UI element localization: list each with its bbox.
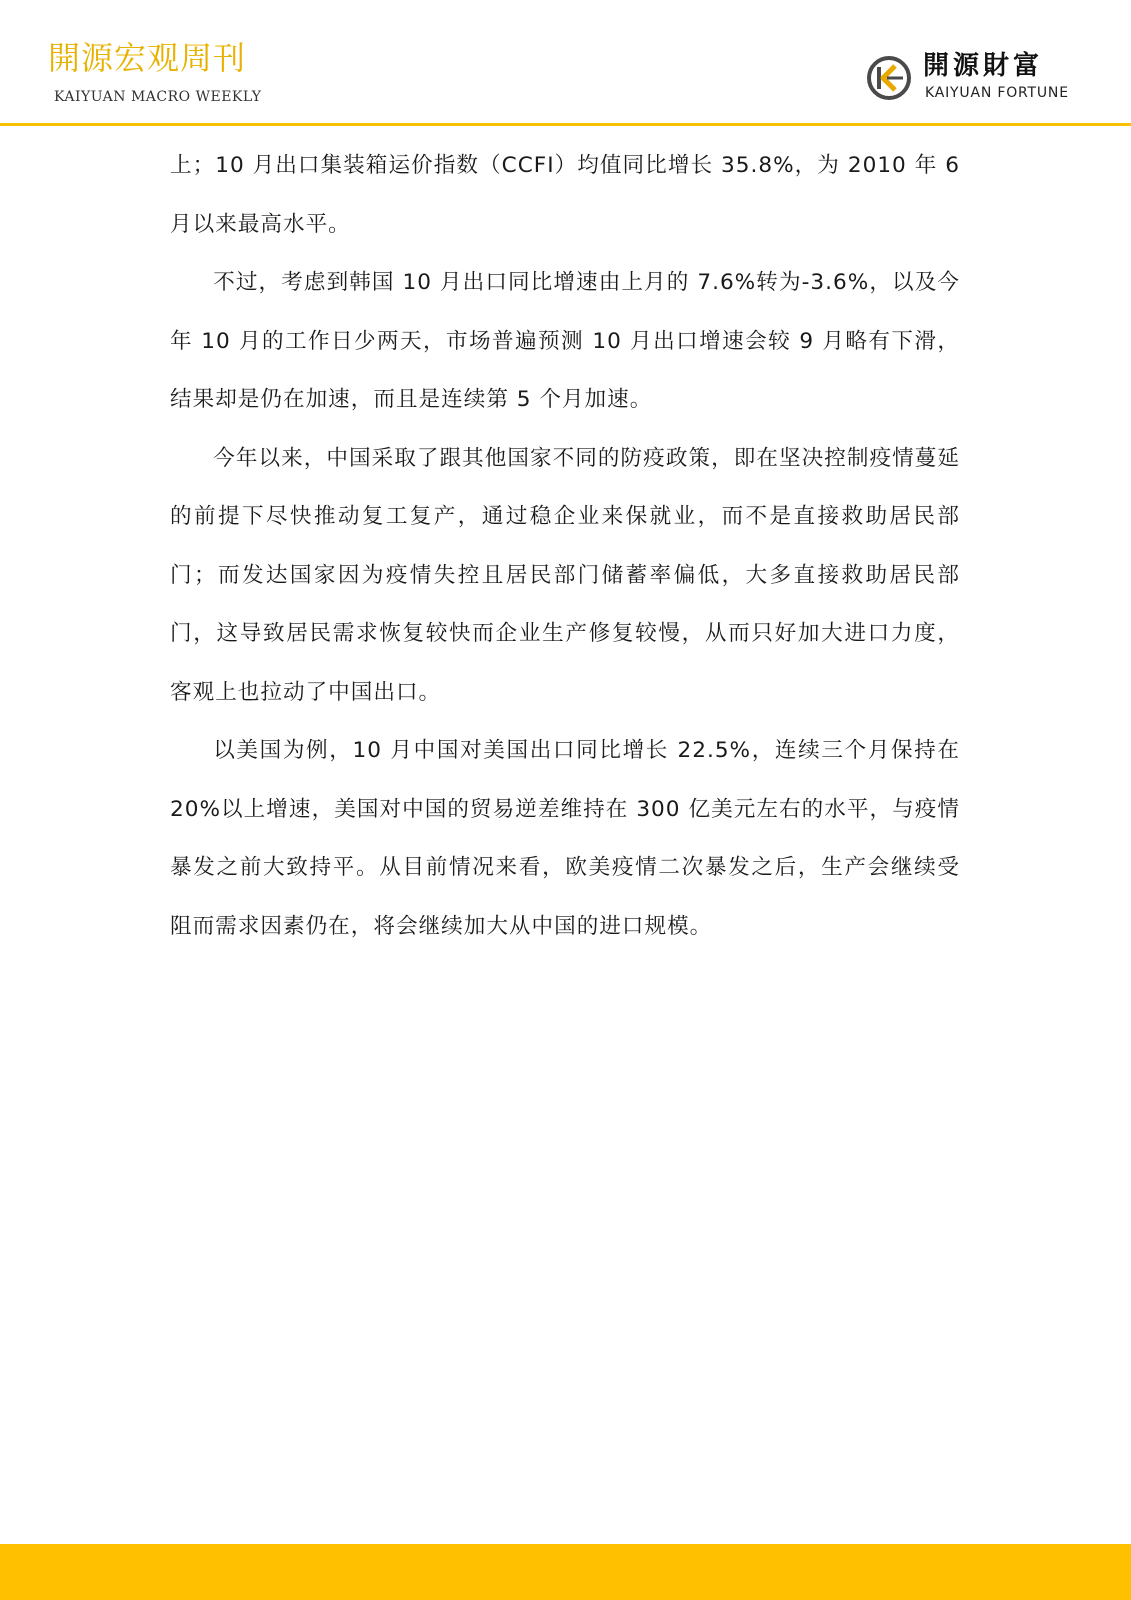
- brand-subtitle: KAIYUAN MACRO WEEKLY: [54, 89, 262, 105]
- logo-name-cn: 開源財富: [923, 51, 1044, 81]
- logo-name-en: KAIYUAN FORTUNE: [925, 85, 1069, 101]
- footer-bar: [0, 1544, 1131, 1600]
- article-body: [170, 137, 960, 956]
- kaiyuan-logo-icon: [865, 54, 913, 102]
- paragraph-2: 不过，考虑到韩国 10 月出口同比增速由上月的 7.6%转为-3.6%，以及今年 10 月的工作日少两天，市场普遍预测 10 月出口增速会较 9 月略有下滑，结果却是仍在加速，而且是连续第 5 个月加速。: [170, 270, 960, 412]
- paragraph-3: 今年以来，中国采取了跟其他国家不同的防疫政策，即在坚决控制疫情蔓延的前提下尽快推动复工复产，通过稳企业来保就业，而不是直接救助居民部门；而发达国家因为疫情失控且居民部门储蓄率偏低，大多直接救助居民部门，这导致居民需求恢复较快而企业生产修复较慢，从而只好加大进口力度，客观上也拉动了中国出口。: [170, 445, 960, 705]
- page-header: [0, 0, 1131, 126]
- header-divider: [0, 123, 1131, 126]
- company-logo: [865, 52, 1085, 106]
- brand-title: 開源宏观周刊: [48, 39, 247, 77]
- paragraph-4: 以美国为例，10 月中国对美国出口同比增长 22.5%，连续三个月保持在 20%以上增速，美国对中国的贸易逆差维持在 300 亿美元左右的水平，与疫情暴发之前大致持平。从目前情况来看，欧美疫情二次暴发之后，生产会继续受阻而需求因素仍在，将会继续加大从中国的进口规模。: [170, 738, 960, 939]
- paragraph-1: 上；10 月出口集装箱运价指数（CCFI）均值同比增长 35.8%，为 2010 年 6 月以来最高水平。: [170, 153, 960, 237]
